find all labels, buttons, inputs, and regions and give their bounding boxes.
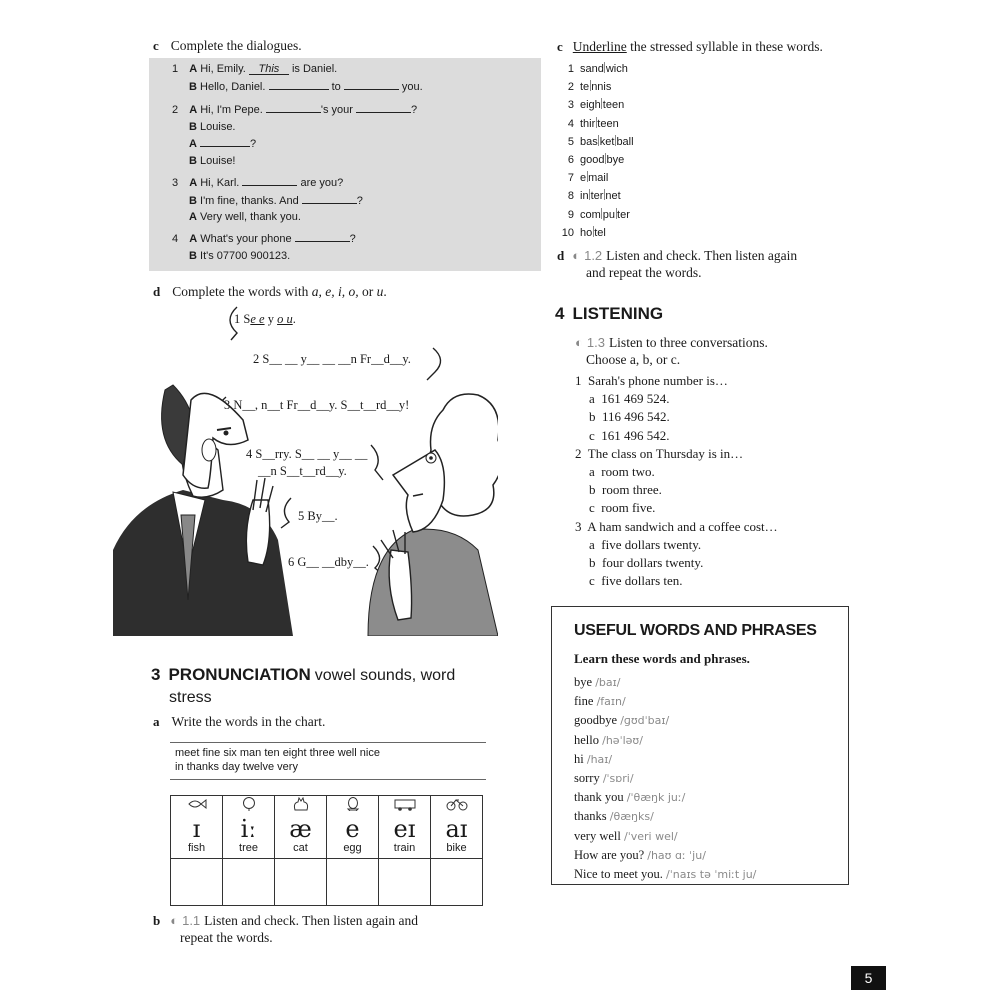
exercise-instruction (172, 284, 386, 299)
sound-cell-train (379, 796, 431, 859)
sound-chart-answer-row (171, 859, 483, 906)
answer-blank[interactable] (266, 101, 321, 113)
syllable: te (580, 81, 590, 94)
question (575, 445, 778, 463)
item-number: 8 (567, 190, 574, 203)
vowel-list: u (376, 284, 384, 299)
section-4-heading (555, 304, 663, 324)
answer-option[interactable] (575, 408, 778, 426)
question-text: A ham sandwich and a coffee cost… (587, 518, 778, 534)
syllable: net (605, 190, 621, 203)
item-number: 7 (567, 172, 574, 185)
question (575, 372, 778, 390)
audio-track-number: 1.1 (182, 913, 201, 928)
stress-word-list (560, 60, 634, 242)
phonetic-symbol: eɪ (393, 815, 416, 843)
dialogue-number: 1 (172, 63, 179, 75)
audio-track-number: 1.2 (584, 248, 603, 263)
answer-cell[interactable] (275, 859, 327, 906)
word-bank-word: eight (282, 747, 307, 759)
bubble-text: . (292, 312, 296, 326)
bubble-answer: e e (250, 312, 265, 326)
train-icon (393, 797, 417, 811)
phrase-word: sorry (574, 771, 600, 786)
exercise-letter: a (153, 714, 160, 729)
word-bank-word: very (277, 761, 298, 773)
option-letter: a (589, 391, 595, 407)
answer-cell[interactable] (379, 859, 431, 906)
list-item (574, 731, 756, 750)
syllable: bas (580, 135, 598, 148)
exercise-instruction: Complete the dialogues. (170, 38, 302, 53)
list-item[interactable] (560, 115, 634, 133)
option-letter: c (589, 573, 595, 589)
speaker-label: A (189, 211, 197, 223)
bubble-text[interactable]: __n S__t__rd__y. (258, 464, 347, 478)
dialogue-text: Hi, I'm Pepe. (200, 104, 263, 116)
exercise-1c-header (153, 37, 302, 55)
page-number: 5 (851, 966, 886, 990)
speaker-label: B (189, 80, 197, 93)
list-item (574, 692, 756, 711)
keyword: train (393, 842, 416, 854)
speaker-label: A (189, 177, 198, 189)
phonetic-symbol: e (345, 815, 360, 843)
list-item (574, 711, 756, 730)
dialogue-text: to (331, 80, 341, 93)
phonetic-symbol: æ (289, 815, 312, 843)
word-bank-word: six (223, 747, 237, 759)
word-bank-word: fine (202, 747, 221, 759)
syllable: sand (580, 63, 604, 75)
phrase-word: goodbye (574, 713, 618, 728)
phonetic-transcription: /ˈnaɪs tə ˈmiːt ju/ (666, 868, 757, 882)
fish-icon (187, 797, 207, 811)
option-text: four dollars twenty. (602, 555, 704, 571)
option-text: room two. (601, 464, 655, 480)
word-bank-word: twelve (242, 761, 275, 773)
list-item[interactable] (560, 187, 634, 205)
phonetic-transcription: /ˈveri wel/ (623, 829, 678, 843)
syllable: thir (580, 117, 596, 130)
box-subtitle: Learn these words and phrases. (574, 651, 750, 666)
bubble-text[interactable]: S__ __ y__ __ __n Fr__d__y. (262, 352, 411, 366)
dialogue-text: Louise! (200, 154, 236, 167)
option-letter: a (589, 464, 595, 480)
audio-track-number: 1.3 (586, 335, 605, 350)
section-subtitle: stress (169, 689, 212, 706)
section-number: 3 (151, 665, 161, 684)
exercise-3b (153, 912, 418, 946)
section-subtitle: vowel sounds, word (314, 667, 456, 684)
example-answer-text: This (258, 63, 280, 75)
instruction-text: Complete the words with (172, 284, 312, 299)
exercise-instruction (573, 39, 823, 54)
word-bank-word: ten (264, 747, 280, 759)
dialogue-text: are you? (300, 177, 344, 189)
section-title: LISTENING (572, 304, 664, 323)
answer-option[interactable] (575, 463, 778, 481)
sound-cell-bike (431, 796, 483, 859)
list-item[interactable] (560, 151, 634, 169)
dialogue-1 (172, 61, 423, 95)
keyword: tree (239, 842, 258, 854)
syllable: ball (616, 135, 634, 148)
dialogue-3 (172, 174, 363, 226)
dialogue-number: 4 (172, 233, 179, 245)
bubble-number: 6 (288, 555, 295, 569)
egg-icon (343, 797, 363, 811)
speaker-label: B (189, 120, 197, 133)
useful-words-box (551, 606, 849, 885)
answer-blank[interactable] (356, 101, 411, 113)
dialogue-text: ? (349, 233, 356, 245)
list-item (574, 865, 756, 884)
instruction-underlined: Underline (572, 39, 627, 54)
item-number: 1 (567, 63, 574, 75)
keyword: fish (187, 842, 206, 854)
option-text: room three. (602, 482, 662, 498)
sound-cell-tree (223, 796, 275, 859)
syllable: eigh (580, 99, 601, 112)
section-3-heading (151, 664, 455, 709)
speech-bubble-6 (288, 555, 369, 570)
phonetic-transcription: /ˈsɒri/ (602, 772, 634, 786)
option-text: 161 496 542. (601, 427, 670, 443)
phrase-word: hi (574, 751, 584, 766)
word-bank-row-2 (170, 760, 486, 774)
box-title: USEFUL WORDS AND PHRASES (574, 622, 817, 639)
question-text: The class on Thursday is in… (587, 445, 744, 461)
dialogue-text: ? (356, 194, 363, 207)
bubble-number: 4 (246, 447, 253, 461)
answer-option[interactable] (575, 499, 778, 517)
syllable: teen (597, 117, 619, 130)
phonetic-transcription: /həˈləʊ/ (602, 733, 643, 747)
phonetic-transcription: /ˈθæŋk juː/ (626, 791, 686, 805)
sound-cell-cat (275, 796, 327, 859)
bubble-text[interactable]: G__ __dby__. (297, 555, 369, 569)
exercise-instruction: repeat the words. (180, 930, 273, 945)
dialogue-2 (172, 101, 417, 169)
exercise-instruction: Listen and check. Then listen again and (204, 913, 418, 928)
syllable: ket (599, 135, 615, 148)
phonetic-symbol: aɪ (445, 815, 468, 843)
section-number: 4 (555, 304, 565, 323)
example-answer (249, 61, 289, 75)
list-item (574, 846, 756, 865)
dialogue-text: 's your (320, 104, 353, 116)
answer-option[interactable] (575, 536, 778, 554)
option-letter: a (589, 536, 595, 552)
syllable: bye (606, 154, 625, 167)
syllable: teen (602, 99, 625, 112)
list-item (574, 788, 756, 807)
syllable: nnis (591, 81, 612, 94)
speaker-label: B (189, 249, 197, 262)
phrase-word: fine (574, 694, 594, 709)
speaker-label: A (189, 138, 197, 150)
item-number: 6 (567, 154, 574, 167)
exercise-letter: c (153, 38, 159, 53)
phrase-word: bye (574, 675, 593, 689)
audio-icon[interactable]: ◐ (575, 335, 583, 350)
dialogue-4 (172, 230, 356, 264)
sound-chart (170, 795, 483, 906)
answer-blank[interactable] (242, 174, 297, 186)
word-bank-word: meet (175, 747, 200, 759)
phrase-word: hello (574, 732, 599, 747)
speaker-label: B (189, 154, 197, 167)
audio-icon[interactable]: ◐ (170, 913, 179, 928)
question-number: 3 (575, 518, 582, 534)
dialogue-text: you. (401, 80, 423, 93)
answer-option[interactable] (575, 390, 778, 408)
dialogue-text: Hi, Karl. (200, 177, 240, 189)
word-bank-word: thanks (186, 761, 220, 773)
word-bank (170, 742, 486, 780)
answer-blank[interactable] (344, 78, 399, 90)
answer-cell[interactable] (223, 859, 275, 906)
exercise-instruction: Listen to three conversations. (608, 335, 768, 350)
keyword: bike (446, 842, 467, 854)
dialogue-number: 3 (172, 177, 179, 189)
sound-chart-header-row (171, 796, 483, 859)
syllable: ter (590, 190, 604, 203)
option-letter: c (589, 427, 595, 443)
word-bank-word: in (175, 761, 184, 773)
option-text: 116 496 542. (602, 409, 670, 425)
answer-option[interactable] (575, 554, 778, 572)
syllable: in (580, 190, 589, 203)
exercise-1d-header (153, 283, 387, 301)
option-letter: b (589, 409, 596, 425)
section-title: PRONUNCIATION (168, 665, 311, 684)
exercise-instruction: Listen and check. Then listen again (606, 248, 798, 263)
bubble-text[interactable]: S__rry. S__ __ y__ __ (255, 447, 368, 461)
syllable: wich (605, 63, 628, 75)
list-item (574, 769, 756, 788)
syllable: ho (580, 226, 593, 239)
item-number: 10 (561, 226, 574, 239)
speech-bubble-3 (224, 398, 409, 413)
bubble-text: y (264, 312, 274, 326)
list-item[interactable] (560, 60, 634, 78)
dialogue-text: What's your phone (200, 233, 292, 245)
word-bank-word: well (337, 747, 357, 759)
dialogue-text: Very well, thank you. (200, 211, 301, 223)
bubble-number: 3 (224, 398, 231, 412)
phrase-word: very well (574, 828, 621, 843)
speech-bubble-5 (298, 509, 338, 524)
phonetic-symbol: iː (240, 815, 257, 843)
answer-blank[interactable] (302, 192, 357, 204)
speaker-label: A (189, 233, 198, 245)
syllable: ter (617, 208, 630, 221)
exercise-instruction: and repeat the words. (586, 265, 702, 280)
phonetic-transcription: /haɪ/ (586, 752, 613, 766)
answer-blank[interactable] (200, 135, 250, 147)
item-number: 4 (567, 117, 574, 130)
list-item (574, 827, 756, 846)
item-number: 9 (567, 208, 574, 221)
dialogue-text: I'm fine, thanks. And (200, 194, 299, 207)
phonetic-transcription: /baɪ/ (595, 676, 621, 689)
exercise-letter: b (153, 913, 161, 928)
list-item[interactable] (560, 96, 634, 114)
listening-intro (575, 334, 768, 368)
instruction-text: the stressed syllable in these words. (626, 39, 823, 54)
bubble-number: 5 (298, 509, 305, 523)
exercise-letter: d (153, 284, 161, 299)
answer-option[interactable] (575, 427, 778, 445)
exercise-letter: c (557, 39, 563, 54)
bike-icon (445, 797, 469, 811)
question-number: 1 (575, 373, 582, 388)
phrase-word: How are you? (574, 847, 645, 862)
list-item (574, 750, 756, 769)
syllable: tel (594, 226, 606, 239)
list-item[interactable] (560, 206, 634, 224)
speaker-label: A (189, 63, 198, 75)
audio-icon[interactable]: ◐ (572, 248, 581, 263)
phonetic-transcription: /haʊ ɑː ˈju/ (647, 848, 706, 862)
word-bank-word: day (222, 761, 240, 773)
question-number: 2 (575, 445, 582, 461)
answer-option[interactable] (575, 572, 778, 590)
dialogue-text: Louise. (200, 120, 236, 133)
word-bank-word: nice (359, 747, 380, 759)
option-text: five dollars twenty. (601, 536, 702, 552)
speech-bubble-2 (253, 352, 411, 367)
syllable: pu (602, 208, 616, 221)
tree-icon (239, 797, 259, 811)
instruction-text: . (383, 284, 387, 299)
vowel-list: a, e, i, o, (311, 284, 359, 299)
question (575, 518, 778, 536)
phrase-word: thanks (574, 809, 607, 824)
phonetic-transcription: /faɪn/ (596, 695, 626, 709)
phonetic-transcription: /ɡʊdˈbaɪ/ (620, 714, 670, 728)
man-figure (113, 385, 293, 636)
item-number: 2 (567, 81, 574, 94)
option-letter: c (589, 500, 595, 516)
dialogue-text: ? (250, 138, 257, 150)
speaker-label: A (189, 104, 198, 116)
option-text: room five. (601, 500, 656, 516)
exercise-instruction: Write the words in the chart. (171, 714, 326, 729)
speech-bubble-4 (246, 446, 367, 480)
bubble-number: 1 (234, 312, 241, 326)
list-item[interactable] (560, 78, 634, 96)
exercise-3d (557, 247, 797, 281)
dialogue-text: Hi, Emily. (200, 63, 246, 75)
answer-cell[interactable] (327, 859, 379, 906)
answer-cell[interactable] (431, 859, 483, 906)
bubble-text[interactable]: N__, n__t Fr__d__y. S__t__rd__y! (233, 398, 410, 412)
exercise-instruction: Choose a, b, or c. (586, 352, 681, 367)
option-letter: b (589, 555, 596, 571)
answer-cell[interactable] (171, 859, 223, 906)
item-number: 5 (567, 135, 574, 148)
sound-cell-fish (171, 796, 223, 859)
keyword: cat (293, 842, 308, 854)
answer-blank[interactable] (269, 78, 329, 90)
syllable: good (580, 154, 605, 167)
phrase-list (574, 673, 756, 884)
word-bank-row-1 (170, 743, 486, 760)
list-item[interactable] (560, 133, 634, 151)
option-letter: b (589, 482, 596, 498)
answer-blank[interactable] (295, 230, 350, 242)
bubble-text[interactable]: By__. (307, 509, 338, 523)
answer-option[interactable] (575, 481, 778, 499)
exercise-letter: d (557, 248, 565, 263)
listening-questions (575, 372, 778, 590)
list-item (574, 673, 756, 692)
list-item[interactable] (560, 169, 634, 187)
dialogue-text: It's 07700 900123. (200, 249, 291, 262)
bubble-answer: o u (277, 312, 293, 326)
list-item[interactable] (560, 224, 634, 242)
exercise-3a-header (153, 713, 325, 731)
syllable: mail (588, 172, 609, 185)
dialogue-number: 2 (172, 104, 179, 116)
exercise-3c-header (557, 38, 823, 56)
item-number: 3 (567, 99, 574, 112)
list-item (574, 807, 756, 826)
word-bank-word: three (309, 747, 335, 759)
speaker-label: B (189, 194, 197, 207)
question-text: Sarah's phone number is… (588, 373, 728, 388)
sound-cell-egg (327, 796, 379, 859)
dialogue-text: Hello, Daniel. (200, 80, 266, 93)
instruction-text: or (358, 284, 377, 299)
woman-figure (368, 394, 498, 636)
phonetic-symbol: ɪ (192, 815, 201, 843)
phrase-word: Nice to meet you. (574, 867, 663, 882)
speech-bubble-1 (234, 312, 296, 327)
option-text: five dollars ten. (601, 573, 683, 589)
syllable: e (580, 172, 587, 185)
phonetic-transcription: /θæŋks/ (609, 810, 654, 824)
keyword: egg (343, 842, 362, 854)
bubble-text: S (243, 312, 251, 326)
bubble-number: 2 (253, 352, 260, 366)
cat-icon (291, 797, 311, 811)
dialogue-text: ? (411, 104, 418, 116)
dialogue-text: is Daniel. (291, 63, 338, 75)
option-text: 161 469 524. (601, 391, 670, 407)
phrase-word: thank you (574, 790, 624, 805)
syllable: com (580, 208, 601, 221)
word-bank-word: man (239, 747, 262, 759)
